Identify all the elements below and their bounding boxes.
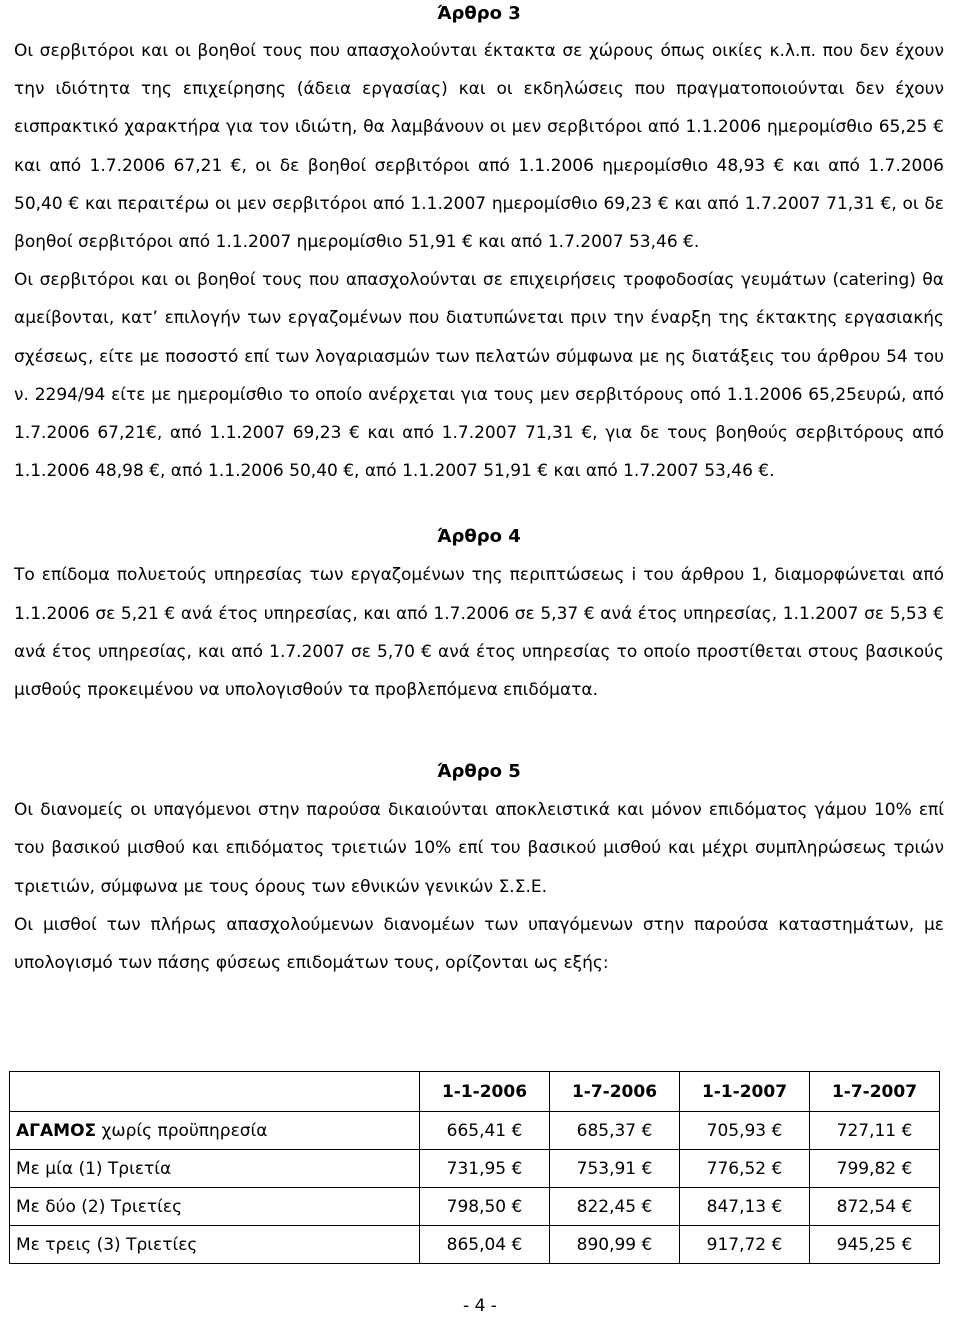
table-header-cell: 1-1-2006 xyxy=(420,1072,550,1112)
row-label: Με δύο (2) Τριετίες xyxy=(10,1188,420,1226)
table-cell: 798,50 € xyxy=(420,1188,550,1226)
table-cell: 705,93 € xyxy=(680,1112,810,1150)
article-5-title: Άρθρο 5 xyxy=(437,761,521,783)
table-row xyxy=(10,1226,940,1264)
table-row xyxy=(10,1188,940,1226)
article-3-paragraph-1: Οι σερβιτόροι και οι βοηθοί τους που απασχολούνται έκτακτα σε χώρους όπως οικίες κ.λ.π. που δεν έχουν την ιδιότητα της επιχείρησης (άδεια εργασίας) και οι εκδηλώσεις που πραγματοποιούνται δεν έχουν εισπρακτικό χαρακτήρα για τον ιδιώτη, θα λαμβάνουν οι μεν σερβιτόροι από 1.1.2006 ημερομίσθιο 65,25 € και από 1.7.2006 67,21 €, οι δε βοηθοί σερβιτόροι από 1.1.2006 ημερομίσθιο 48,93 € και από 1.7.2006 50,40 € και περαιτέρω οι μεν σερβιτόροι από 1.1.2007 ημερομίσθιο 69,23 € και από 1.7.2007 71,31 €, οι δε βοηθοί σερβιτόροι από 1.1.2007 ημερομίσθιο 51,91 € και από 1.7.2007 53,46 €. xyxy=(14,41,944,253)
row-label: Με μία (1) Τριετία xyxy=(10,1150,420,1188)
table-cell: 890,99 € xyxy=(550,1226,680,1264)
table-cell: 731,95 € xyxy=(420,1150,550,1188)
row-label xyxy=(10,1112,420,1150)
table-cell: 799,82 € xyxy=(810,1150,940,1188)
table-cell: 727,11 € xyxy=(810,1112,940,1150)
document-page xyxy=(14,0,944,982)
salary-table xyxy=(9,1071,940,1264)
table-cell: 865,04 € xyxy=(420,1226,550,1264)
article-5-paragraph-1: Οι διανομείς οι υπαγόμενοι στην παρούσα δικαιούνται αποκλειστικά και μόνον επιδόματος γάμου 10% επί του βασικού μισθού και επιδόματος τριετιών 10% επί του βασικού μισθού και μέχρι συμπληρώσεως τριών τριετιών, σύμφωνα με τους όρους των εθνικών γενικών Σ.Σ.Ε. xyxy=(14,800,944,897)
page-number: - 4 - xyxy=(463,1296,497,1316)
table-cell: 776,52 € xyxy=(680,1150,810,1188)
table-row xyxy=(10,1150,940,1188)
table-header-cell: 1-7-2007 xyxy=(810,1072,940,1112)
table-cell: 847,13 € xyxy=(680,1188,810,1226)
table-header-row xyxy=(10,1072,940,1112)
article-5-paragraph-2: Οι μισθοί των πλήρως απασχολούμενων διανομέων των υπαγόμενων στην παρούσα καταστημάτων, με υπολογισμό των πάσης φύσεως επιδομάτων τους, ορίζονται ως εξής: xyxy=(14,914,944,974)
table-header-cell: 1-1-2007 xyxy=(680,1072,810,1112)
table-header-empty xyxy=(10,1072,420,1112)
row-label: Με τρεις (3) Τριετίες xyxy=(10,1226,420,1264)
table-cell: 822,45 € xyxy=(550,1188,680,1226)
row-label-text: χωρίς προϋπηρεσία xyxy=(96,1120,268,1141)
table-cell: 945,25 € xyxy=(810,1226,940,1264)
article-4-title: Άρθρο 4 xyxy=(437,526,521,548)
article-3-paragraph-2: Οι σερβιτόροι και οι βοηθοί τους που απασχολούνται σε επιχειρήσεις τροφοδοσίας γευμάτων (catering) θα αμείβονται, κατ’ επιλογήν των εργαζομένων που διατυπώνεται πριν την έναρξη της έκτακτης εργασιακής σχέσεως, είτε με ποσοστό επί των λογαριασμών των πελατών σύμφωνα με ης διατάξεις του άρθρου 54 του ν. 2294/94 είτε με ημερομίσθιο το οποίο ανέρχεται για τους μεν σερβιτόρους οπό 1.1.2006 65,25ευρώ, από 1.7.2006 67,21€, από 1.1.2007 69,23 € και από 1.7.2007 71,31 €, για δε τους βοηθούς σερβιτόρους από 1.1.2006 48,98 €, από 1.1.2006 50,40 €, από 1.1.2007 51,91 € και από 1.7.2007 53,46 €. xyxy=(14,270,944,482)
article-4-paragraph-1: Το επίδομα πολυετούς υπηρεσίας των εργαζομένων της περιπτώσεως i του άρθρου 1, διαμορφώνεται από 1.1.2006 σε 5,21 € ανά έτος υπηρεσίας, και από 1.7.2006 σε 5,37 € ανά έτος υπηρεσίας, 1.1.2007 σε 5,53 € ανά έτος υπηρεσίας, και από 1.7.2007 σε 5,70 € ανά έτος υπηρεσίας το οποίο προστίθεται στους βασικούς μισθούς προκειμένου να υπολογισθούν τα προβλεπόμενα επιδόματα. xyxy=(14,565,944,701)
row-label-bold: ΑΓΑΜΟΣ xyxy=(16,1120,97,1141)
article-3-title: Άρθρο 3 xyxy=(437,3,521,24)
table-cell: 872,54 € xyxy=(810,1188,940,1226)
table-cell: 753,91 € xyxy=(550,1150,680,1188)
table-header-cell: 1-7-2006 xyxy=(550,1072,680,1112)
table-cell: 685,37 € xyxy=(550,1112,680,1150)
table-row xyxy=(10,1112,940,1150)
table-cell: 665,41 € xyxy=(420,1112,550,1150)
table-cell: 917,72 € xyxy=(680,1226,810,1264)
